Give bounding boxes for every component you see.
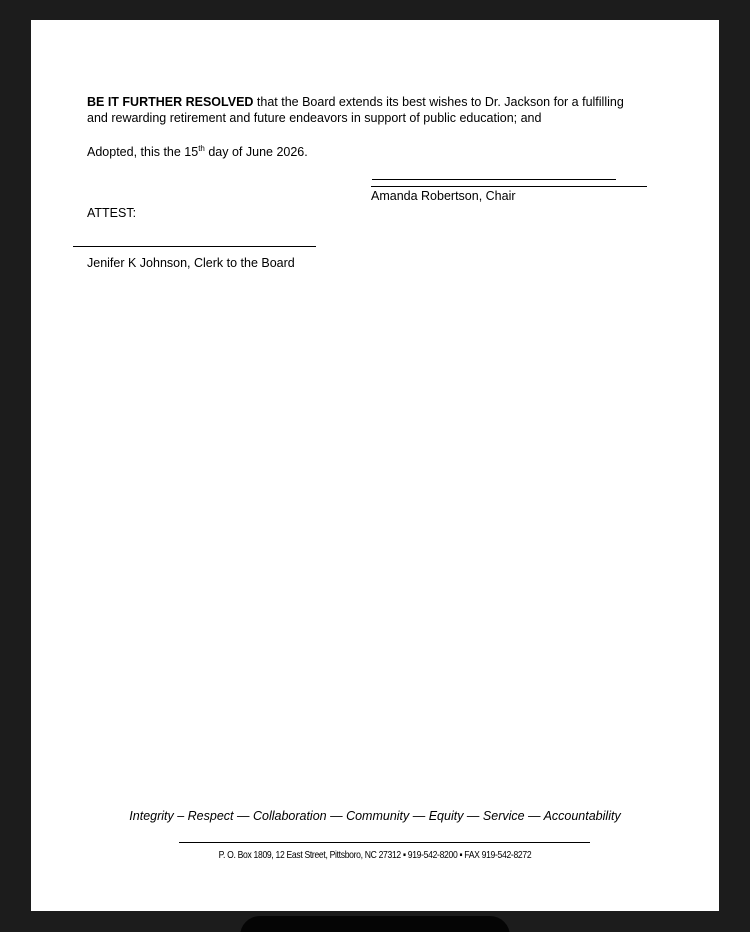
footer-values: Integrity – Respect — Collaboration — Community — Equity — Service — Accountability	[129, 809, 621, 823]
adopted-line	[87, 144, 308, 160]
resolution-body: that the Board extends its best wishes to Dr. Jackson for a fulfilling and rewarding retirement and future endeavors in support of public education; and	[87, 95, 624, 125]
resolution-lead: BE IT FURTHER RESOLVED	[87, 95, 254, 109]
bottom-toolbar[interactable]	[240, 916, 510, 932]
resolution-paragraph	[87, 94, 647, 126]
footer-divider	[179, 842, 590, 843]
footer-address: P. O. Box 1809, 12 East Street, Pittsboro, NC 27312 ▪ 919-542-8200 ▪ FAX 919-542-8272	[218, 849, 532, 861]
clerk-signature-line	[73, 246, 316, 247]
chair-signature-underline	[371, 186, 647, 187]
adopted-ordinal: th	[198, 143, 205, 153]
document-page	[31, 20, 719, 911]
attest-label: ATTEST:	[87, 206, 137, 220]
clerk-name: Jenifer K Johnson, Clerk to the Board	[87, 256, 295, 270]
adopted-prefix: Adopted, this the 15	[87, 145, 199, 159]
adopted-suffix: day of June 2026.	[204, 145, 308, 159]
chair-name: Amanda Robertson, Chair	[371, 189, 516, 203]
chair-signature-line	[372, 179, 616, 180]
